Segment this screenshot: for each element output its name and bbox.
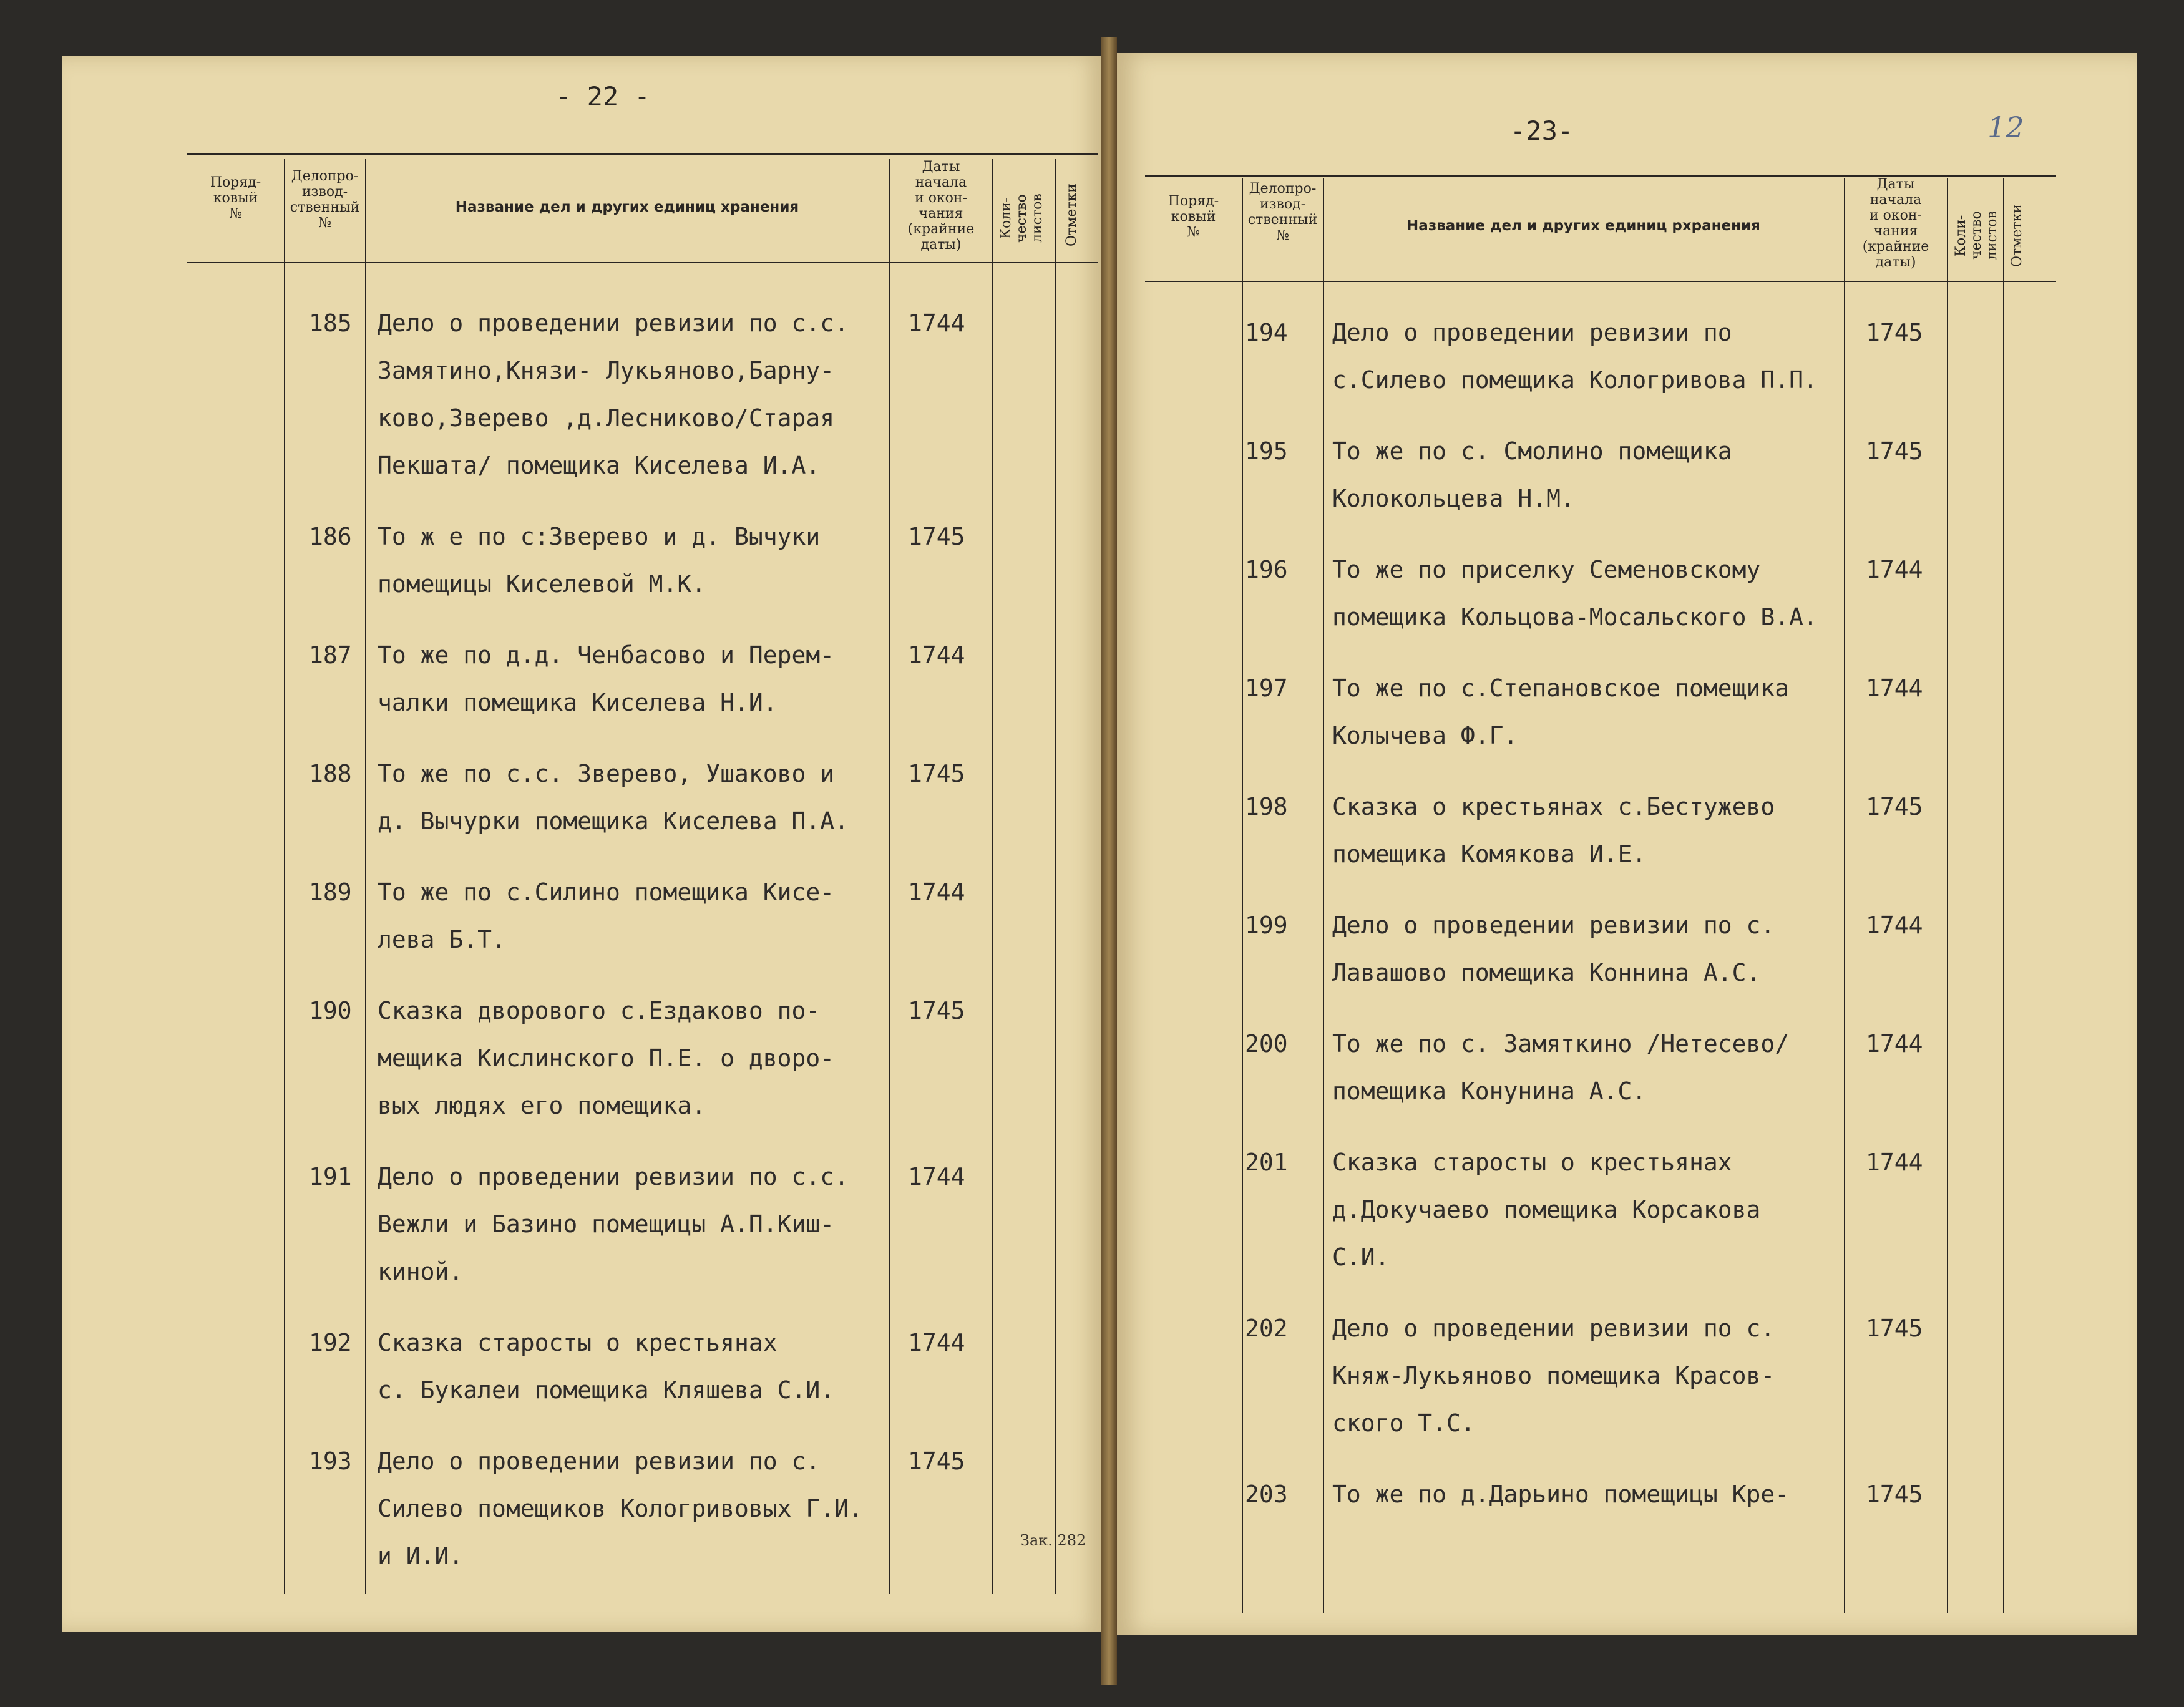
- row-title: То же по д.д. Ченбасово и Перем- чалки помещика Киселева Н.И.: [378, 641, 835, 716]
- row-title: Дело о проведении ревизии по с. Силево помещиков Кологривовых Г.И. и И.И.: [378, 1447, 863, 1570]
- header-top-rule: [187, 153, 1098, 155]
- book-spine: [1101, 37, 1117, 1685]
- header-remarks: Отметки: [1064, 183, 1080, 247]
- header-title: Название дел и других единиц хранения: [455, 199, 799, 215]
- row-title: Сказка дворового с.Ездаково по- мещика Кислинского П.Е. о дворо- вых людях его помещика.: [378, 997, 835, 1119]
- row-number: 203: [1245, 1481, 1288, 1508]
- row-number: 197: [1245, 674, 1288, 702]
- column-divider: [2003, 178, 2004, 1613]
- row-title: То же по с. Замяткино /Нетесево/ помещика Конунина А.С.: [1332, 1030, 1790, 1105]
- row-dates: 1745: [1866, 793, 1923, 820]
- row-number: 191: [309, 1163, 352, 1190]
- row-title: То же по с. Смолино помещика Колокольцева Н.М.: [1332, 437, 1732, 512]
- column-divider: [284, 159, 285, 1594]
- row-number: 195: [1245, 437, 1288, 465]
- row-dates: 1744: [908, 1163, 965, 1190]
- row-number: 185: [309, 309, 352, 337]
- row-dates: 1745: [1866, 437, 1923, 465]
- column-divider: [992, 159, 993, 1594]
- row-dates: 1744: [908, 878, 965, 906]
- row-dates: 1744: [1866, 556, 1923, 583]
- header-record-number: Делопро- извод- ственный №: [290, 168, 360, 231]
- row-number: 202: [1245, 1315, 1288, 1342]
- row-number: 194: [1245, 319, 1288, 346]
- row-dates: 1745: [908, 523, 965, 550]
- row-title: Дело о проведении ревизии по с.Силево помещика Кологривова П.П.: [1332, 319, 1818, 394]
- row-title: Сказка о крестьянах с.Бестужево помещика Комякова И.Е.: [1332, 793, 1775, 868]
- row-number: 193: [309, 1447, 352, 1475]
- row-dates: 1745: [1866, 1315, 1923, 1342]
- row-title: Дело о проведении ревизии по с. Княж-Лукьяново помещика Красов- ского Т.С.: [1332, 1315, 1775, 1437]
- row-number: 196: [1245, 556, 1288, 583]
- row-dates: 1744: [908, 641, 965, 669]
- row-dates: 1745: [908, 760, 965, 787]
- page-number: -23-: [1510, 115, 1574, 146]
- header-dates: Даты начала и окон- чания (крайние даты): [907, 159, 975, 253]
- row-dates: 1745: [1866, 319, 1923, 346]
- row-number: 186: [309, 523, 352, 550]
- row-dates: 1744: [1866, 912, 1923, 939]
- header-ordinal-number: Поряд- ковый №: [210, 175, 261, 221]
- page-number: - 22 -: [555, 81, 650, 112]
- row-title: То ж е по с:Зверево и д. Вычуки помещицы Киселевой М.К.: [378, 523, 821, 598]
- row-dates: 1744: [908, 309, 965, 337]
- row-dates: 1745: [908, 997, 965, 1024]
- right-page: [1117, 53, 2137, 1635]
- row-dates: 1744: [1866, 674, 1923, 702]
- row-number: 192: [309, 1329, 352, 1356]
- header-bottom-rule: [187, 262, 1098, 263]
- row-title: Дело о проведении ревизии по с.с. Замятино,Князи- Лукьяново,Барну- ково,Зверево ,д.Лесниково/Старая Пекшата/ помещика Киселева И.А.: [378, 309, 849, 479]
- row-dates: 1744: [1866, 1030, 1923, 1058]
- row-dates: 1744: [908, 1329, 965, 1356]
- row-title: То же по приселку Семеновскому помещика Кольцова-Мосальского В.А.: [1332, 556, 1818, 631]
- column-divider: [365, 159, 366, 1594]
- row-title: То же по с.с. Зверево, Ушаково и д. Вычурки помещика Киселева П.А.: [378, 760, 849, 835]
- row-title: Дело о проведении ревизии по с. Лавашово помещика Коннина А.С.: [1332, 912, 1775, 986]
- row-number: 188: [309, 760, 352, 787]
- row-dates: 1745: [1866, 1481, 1923, 1508]
- row-title: Дело о проведении ревизии по с.с. Вежли и Базино помещицы А.П.Киш- киной.: [378, 1163, 849, 1285]
- column-divider: [1323, 178, 1324, 1613]
- row-title: Сказка старосты о крестьянах д.Докучаево помещика Корсакова С.И.: [1332, 1149, 1761, 1271]
- row-title: То же по д.Дарьино помещицы Кре-: [1332, 1481, 1790, 1508]
- column-divider: [1947, 178, 1948, 1613]
- row-title: То же по с.Силино помещика Кисе- лева Б.Т.: [378, 878, 835, 953]
- left-page: [62, 56, 1101, 1632]
- header-sheet-count: Коли- чество листов: [1953, 211, 2000, 260]
- row-number: 198: [1245, 793, 1288, 820]
- sheet-mark: 12: [1987, 110, 2024, 144]
- header-dates: Даты начала и окон- чания (крайние даты): [1862, 177, 1929, 270]
- order-number: Зак. 282: [1020, 1532, 1086, 1549]
- row-number: 189: [309, 878, 352, 906]
- column-divider: [1242, 178, 1243, 1613]
- header-ordinal-number: Поряд- ковый №: [1168, 193, 1219, 240]
- column-divider: [1055, 159, 1056, 1594]
- row-number: 190: [309, 997, 352, 1024]
- row-number: 199: [1245, 912, 1288, 939]
- row-number: 200: [1245, 1030, 1288, 1058]
- row-title: Сказка старосты о крестьянах с. Букалеи помещика Кляшева С.И.: [378, 1329, 835, 1404]
- header-remarks: Отметки: [2009, 204, 2025, 267]
- row-dates: 1745: [908, 1447, 965, 1475]
- row-title: То же по с.Степановское помещика Колычева Ф.Г.: [1332, 674, 1790, 749]
- header-sheet-count: Коли- чество листов: [998, 193, 1045, 243]
- row-number: 187: [309, 641, 352, 669]
- header-title: Название дел и других единиц рхранения: [1406, 218, 1760, 234]
- header-record-number: Делопро- извод- ственный №: [1247, 181, 1318, 243]
- header-bottom-rule: [1145, 281, 2056, 282]
- row-number: 201: [1245, 1149, 1288, 1176]
- row-dates: 1744: [1866, 1149, 1923, 1176]
